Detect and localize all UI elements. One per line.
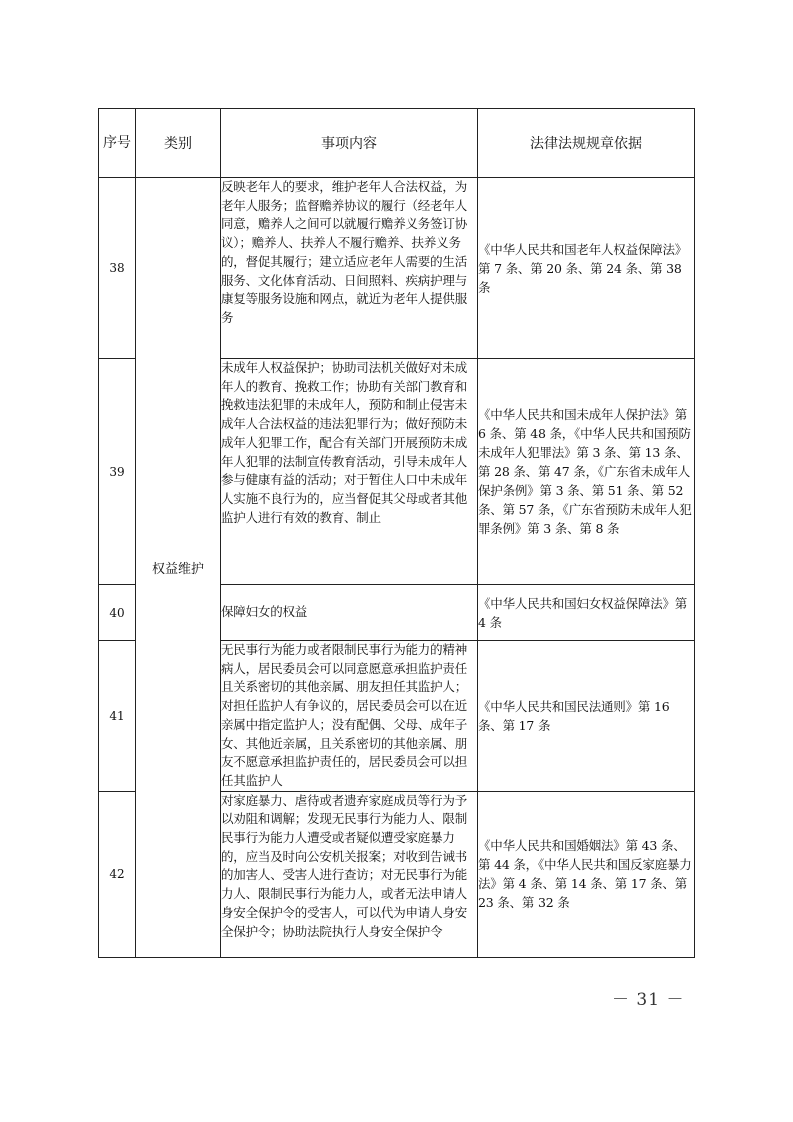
table-row: [99, 178, 695, 359]
row-content: 未成年人权益保护；协助司法机关做好对未成年人的教育、挽救工作；协助有关部门教育和挽救违法犯罪的未成年人，预防和制止侵害未成年人合法权益的违法犯罪行为；做好预防未成年人犯罪工作，配合有关部门开展预防未成年人犯罪的法制宣传教育活动，引导未成年人参与健康有益的活动；对于暂住人口中未成年人实施不良行为的，应当督促其父母或者其他监护人进行有效的教育、制止: [221, 359, 478, 585]
page-number: － 31 －: [612, 990, 685, 1010]
header-category: 类别: [136, 109, 221, 178]
regulation-table: [98, 108, 695, 958]
row-number: 38: [99, 178, 136, 359]
row-basis: 《中华人民共和国妇女权益保障法》第 4 条: [478, 585, 695, 641]
row-basis: 《中华人民共和国民法通则》第 16 条、第 17 条: [478, 641, 695, 792]
header-content: 事项内容: [221, 109, 478, 178]
row-content: 对家庭暴力、虐待或者遗弃家庭成员等行为予以劝阻和调解；发现无民事行为能力人、限制民事行为能力人遭受或者疑似遭受家庭暴力的，应当及时向公安机关报案；对收到告诫书的加害人、受害人进行查访；对无民事行为能力人、限制民事行为能力人，或者无法申请人身安全保护令的受害人，可以代为申请人身安全保护令；协助法院执行人身安全保护令: [221, 791, 478, 957]
row-content: 反映老年人的要求，维护老年人合法权益，为老年人服务；监督赡养协议的履行（经老年人同意，赡养人之间可以就履行赡养义务签订协议）；赡养人、扶养人不履行赡养、扶养义务的，督促其履行；建立适应老年人需要的生活服务、文化体育活动、日间照料、疾病护理与康复等服务设施和网点，就近为老年人提供服务: [221, 178, 478, 359]
row-number: 41: [99, 641, 136, 792]
category-cell: 权益维护: [136, 178, 221, 958]
row-basis: 《中华人民共和国老年人权益保障法》第 7 条、第 20 条、第 24 条、第 38 条: [478, 178, 695, 359]
header-seq: 序号: [99, 109, 136, 178]
row-number: 39: [99, 359, 136, 585]
header-row: [99, 109, 695, 178]
row-content: 无民事行为能力或者限制民事行为能力的精神病人，居民委员会可以同意愿意承担监护责任且关系密切的其他亲属、朋友担任其监护人；对担任监护人有争议的，居民委员会可以在近亲属中指定监护人；没有配偶、父母、成年子女、其他近亲属，且关系密切的其他亲属、朋友不愿意承担监护责任的，居民委员会可以担任其监护人: [221, 641, 478, 792]
row-basis: 《中华人民共和国未成年人保护法》第 6 条、第 48 条，《中华人民共和国预防未成年人犯罪法》第 3 条、第 13 条、第 28 条、第 47 条，《广东省未成年人保护条例》第 3 条、第 51 条、第 52 条、第 57 条，《广东省预防未成年人犯罪条例》第 3 条、第 8 条: [478, 359, 695, 585]
row-basis: 《中华人民共和国婚姻法》第 43 条、第 44 条，《中华人民共和国反家庭暴力法》第 4 条、第 14 条、第 17 条、第 23 条、第 32 条: [478, 791, 695, 957]
row-number: 40: [99, 585, 136, 641]
row-number: 42: [99, 791, 136, 957]
row-content: 保障妇女的权益: [221, 585, 478, 641]
header-basis: 法律法规规章依据: [478, 109, 695, 178]
